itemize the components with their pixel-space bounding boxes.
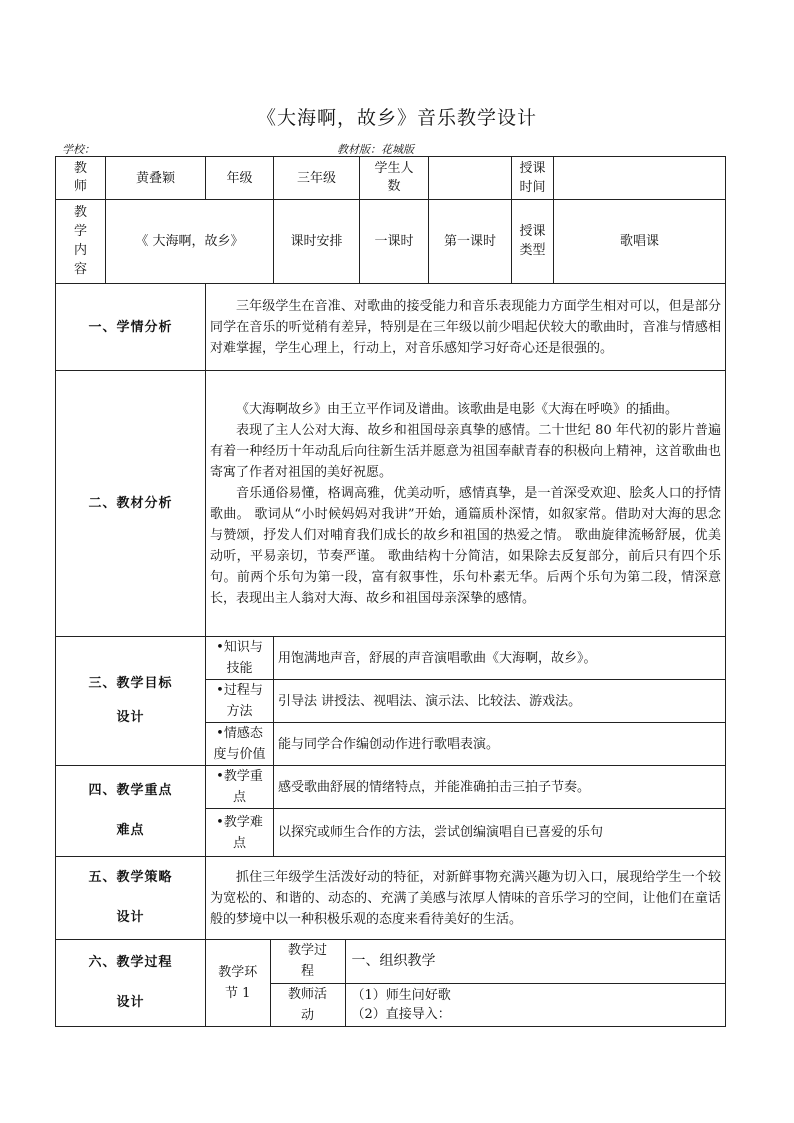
section-5-text: 抓住三年级学生活泼好动的特征，对新鲜事物充满兴趣为切入口，展现给学生一个较为宽松的、和谐的、动态的、充满了美感与浓厚人情味的音乐学习的空间，让他们在童话般的梦境中以一种积极乐观的态度来看待美好的生活。: [206, 857, 726, 940]
activity-line-1: （1）师生问好歌: [351, 987, 451, 1003]
section-3-heading: 三、教学目标设计: [56, 637, 206, 766]
focus-label-1: •教学重点: [206, 766, 274, 809]
section-6-heading: 六、教学过程设计: [56, 940, 206, 1027]
school-label: 学校：: [62, 143, 95, 156]
schedule-value: 一课时: [360, 200, 429, 284]
section-5-heading: 五、教学策略设计: [56, 857, 206, 940]
type-value: 歌唱课: [554, 200, 726, 284]
content-value: 《 大海啊，故乡》: [106, 200, 274, 284]
objective-text-2: 引导法 讲授法、视唱法、演示法、比较法、游戏法。: [274, 680, 726, 723]
lesson-value: 第一课时: [429, 200, 512, 284]
process-value: 一、组织教学: [345, 940, 725, 983]
section-2-text: 《大海啊故乡》由王立平作词及谱曲。该歌曲是电影《大海在呼唤》的插曲。 表现了主人公对大海、故乡和祖国母亲真挚的感情。二十世纪 80 年代初的影片普遍有着一种经历十年动乱后向往新生活并愿意为祖国奉献青春的积极向上精神，这首歌曲也寄寓了作者对祖国的美好祝愿。 音乐通俗易懂，格调高雅，优美动听，感情真挚，是一首深受欢迎、脍炙人口的抒情歌曲。 歌词从“小时候妈妈对我讲”开始，通篇质朴深情，如叙家常。借助对大海的思念与赞颂，抒发人们对哺育我们成长的故乡和祖国的热爱之情。 歌曲旋律流畅舒展，优美动听，平易亲切，节奏严谨。 歌曲结构十分简洁，如果除去反复部分，前后只有四个乐句。前两个乐句为第一段，富有叙事性，乐句朴素无华。后两个乐句为第二段，情深意长，表现出主人翁对大海、故乡和祖国母亲深挚的感情。: [206, 371, 726, 637]
activity-line-2: （2）直接导入：: [351, 1006, 451, 1022]
page-title: 《大海啊，故乡》音乐教学设计: [256, 107, 537, 129]
grade-label: 年级: [206, 157, 274, 200]
students-label: 学生人数: [360, 157, 429, 200]
section-6: [56, 940, 726, 1027]
header-row: [56, 157, 726, 200]
focus-text-2: 以探究或师生合作的方法，尝试创编演唱自已喜爱的乐句: [274, 809, 726, 857]
lesson-plan-table: [55, 156, 726, 1027]
section-3-row-1: [56, 637, 726, 680]
type-label: 授课类型: [512, 200, 554, 284]
activity-label: 教师活动: [270, 983, 345, 1026]
section-2: [56, 371, 726, 637]
section-5: [56, 857, 726, 940]
section-1-text: 三年级学生在音准、对歌曲的接受能力和音乐表现能力方面学生相对可以，但是部分同学在音乐的听觉稍有差异，特别是在三年级以前少唱起伏较大的歌曲时，音准与情感相对难掌握，学生心理上，行动上，对音乐感知学习好奇心还是很强的。: [206, 284, 726, 371]
teacher-label: 教师: [56, 157, 106, 200]
stage-label: 教学环节 1: [206, 940, 270, 1026]
content-row: [56, 200, 726, 284]
time-label: 授课时间: [512, 157, 554, 200]
focus-text-1: 感受歌曲舒展的情绪特点，并能准确拍击三拍子节奏。: [274, 766, 726, 809]
students-value: [429, 157, 512, 200]
objective-text-1: 用饱满地声音，舒展的声音演唱歌曲《大海啊，故乡》。: [274, 637, 726, 680]
section-4-row-1: [56, 766, 726, 809]
process-table: [206, 940, 725, 1026]
objective-text-3: 能与同学合作编创动作进行歌唱表演。: [274, 723, 726, 766]
objective-label-3: •情感态度与价值: [206, 723, 274, 766]
schedule-label: 课时安排: [274, 200, 360, 284]
edition-label: 教材版：花城版: [337, 143, 414, 156]
section-1: [56, 284, 726, 371]
activity-value: [345, 983, 725, 1026]
teacher-name: 黄叠颖: [106, 157, 206, 200]
content-label: 教学内容: [56, 200, 106, 284]
time-value: [554, 157, 726, 200]
section-1-heading: 一、学情分析: [56, 284, 206, 371]
objective-label-2: •过程与方法: [206, 680, 274, 723]
process-label: 教学过程: [270, 940, 345, 983]
objective-label-1: •知识与技能: [206, 637, 274, 680]
section-4-heading: 四、教学重点难点: [56, 766, 206, 857]
grade-value: 三年级: [274, 157, 360, 200]
section-2-heading: 二、教材分析: [56, 371, 206, 637]
section-6-body: [206, 940, 726, 1027]
focus-label-2: •教学难点: [206, 809, 274, 857]
